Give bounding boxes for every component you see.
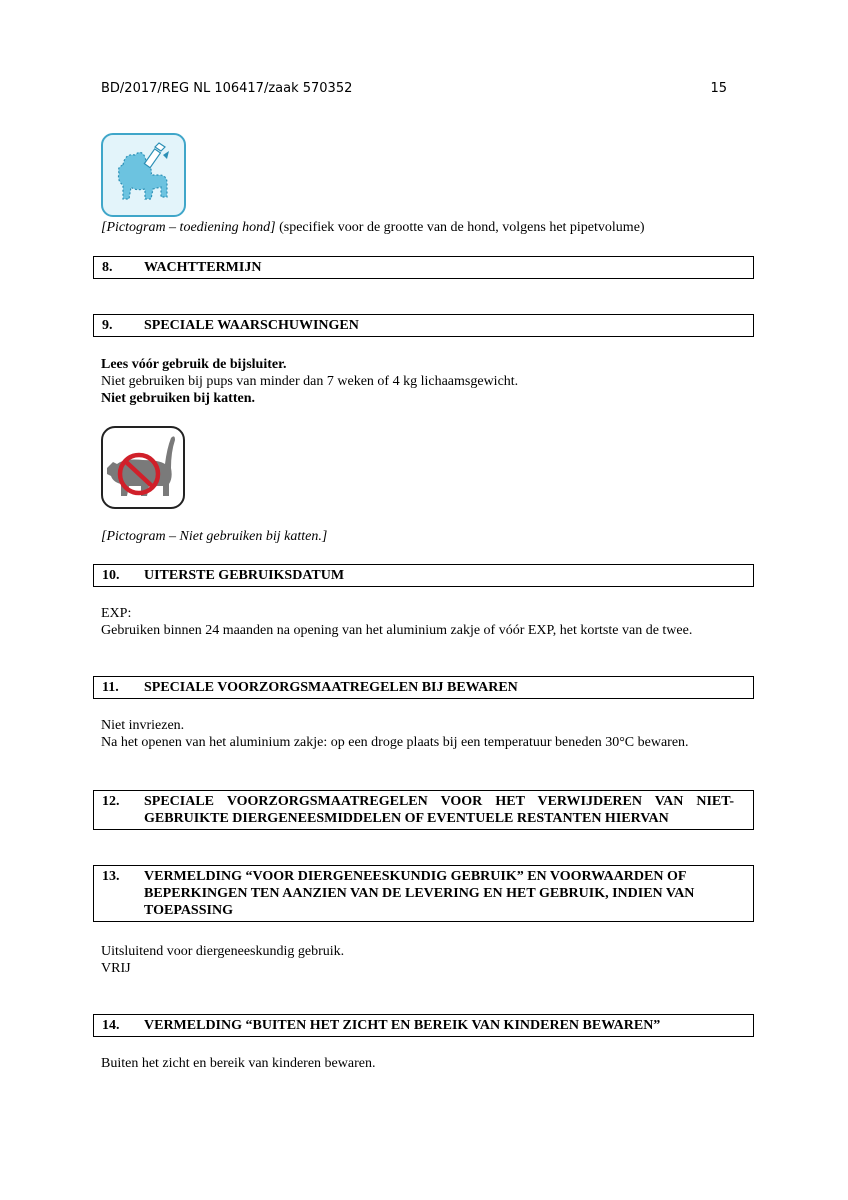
- section-8-heading: 8. WACHTTERMIJN: [93, 256, 754, 279]
- section-9-heading: 9. SPECIALE WAARSCHUWINGEN: [93, 314, 754, 337]
- page-header: [101, 81, 727, 96]
- no-freeze-text: Niet invriezen.: [101, 718, 185, 733]
- storage-text: Na het openen van het aluminium zakje: op een droge plaats bij een temperatuur beneden 30°C bewaren.: [101, 735, 689, 750]
- section-13-body: [101, 943, 747, 977]
- dog-pictogram-caption: [Pictogram – toediening hond] (specifiek voor de grootte van de hond, volgens het pipetvolume): [101, 220, 645, 235]
- puppy-warning-text: Niet gebruiken bij pups van minder dan 7 weken of 4 kg lichaamsgewicht.: [101, 374, 519, 389]
- section-14-heading: 14. VERMELDING “BUITEN HET ZICHT EN BEREIK VAN KINDEREN BEWAREN”: [93, 1014, 754, 1037]
- cat-pictogram-caption: [Pictogram – Niet gebruiken bij katten.]: [101, 529, 328, 544]
- section-13-heading: 13. VERMELDING “VOOR DIERGENEESKUNDIG GEBRUIK” EN VOORWAARDEN OF BEPERKINGEN TEN AANZIEN VAN DE LEVERING EN HET GEBRUIK, INDIEN VAN TOEPASSING: [93, 865, 754, 922]
- read-leaflet-text: Lees vóór gebruik de bijsluiter.: [101, 357, 287, 372]
- page-number: 15: [710, 81, 727, 96]
- dog-pipette-icon: [101, 133, 186, 217]
- keep-away-children-text: Buiten het zicht en bereik van kinderen bewaren.: [101, 1056, 376, 1071]
- cat-warning-text: Niet gebruiken bij katten.: [101, 391, 255, 406]
- document-reference: BD/2017/REG NL 106417/zaak 570352: [101, 81, 353, 96]
- section-14-body: [101, 1055, 747, 1072]
- section-9-body: [101, 356, 747, 407]
- section-11-body: [101, 717, 747, 751]
- usage-period-text: Gebruiken binnen 24 maanden na opening van het aluminium zakje of vóór EXP, het kortste van de twee.: [101, 623, 693, 638]
- section-10-heading: 10. UITERSTE GEBRUIKSDATUM: [93, 564, 754, 587]
- dispensing-status: VRIJ: [101, 961, 131, 976]
- section-12-heading: 12. SPECIALE VOORZORGSMAATREGELEN VOOR HET VERWIJDEREN VAN NIET-GEBRUIKTE DIERGENEESMIDDELEN OF EVENTUELE RESTANTEN HIERVAN: [93, 790, 754, 830]
- section-10-body: [101, 605, 747, 639]
- exp-label: EXP:: [101, 606, 132, 621]
- section-11-heading: 11. SPECIALE VOORZORGSMAATREGELEN BIJ BEWAREN: [93, 676, 754, 699]
- veterinary-use-text: Uitsluitend voor diergeneeskundig gebruik.: [101, 944, 345, 959]
- no-cats-icon: [101, 426, 185, 509]
